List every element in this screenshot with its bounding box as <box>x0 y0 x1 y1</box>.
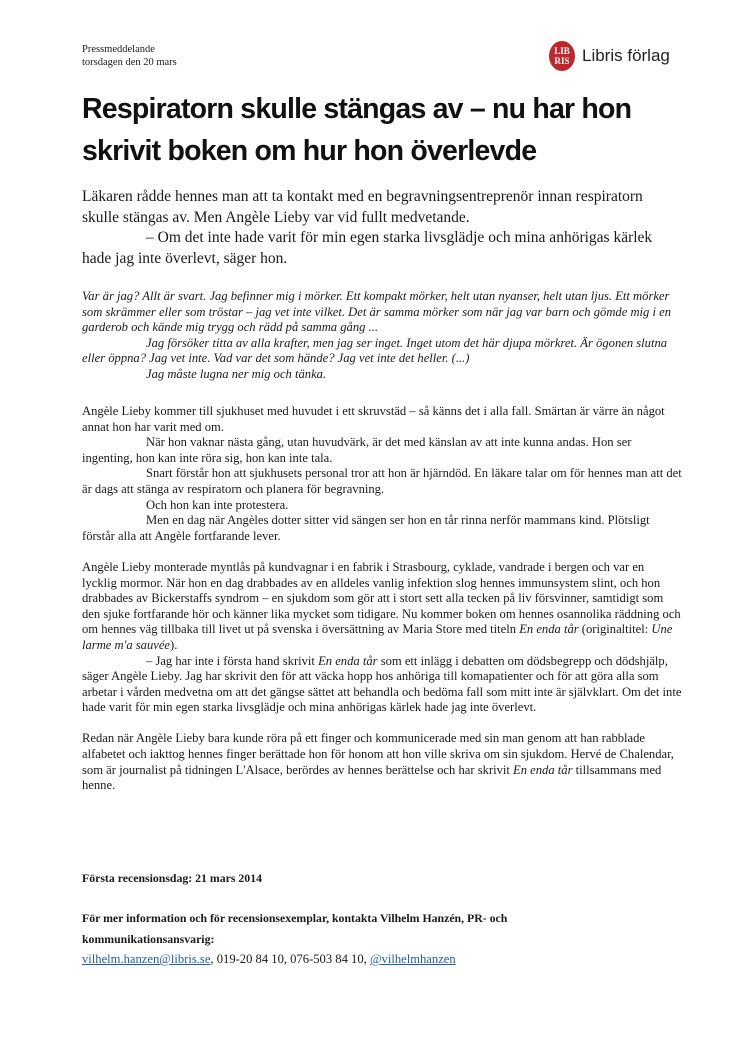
text-span: som ett inlägg i debatten om dödsbegrepp och dödshjälp, säger Angèle Lieby. Jag har skrivit den för att väcka hopp hos anhöriga till komapatienter och för att göra alla som arbetar i vården medvetna om att det gängse sättet att behandla och bedöma fall som mitt inte är självklart. Om det inte hade varit för min egen starka livsglädje och mina anhörigas kärlek hade jag inte överlevt. <box>82 653 682 715</box>
twitter-handle-link[interactable]: @vilhelmhanzen <box>369 952 456 966</box>
lead-text-1: Läkaren rådde hennes man att ta kontakt med en begravningsentreprenör innan respiratorn skulle stängas av. Men Angèle Lieby var vid fullt medvetande. <box>82 188 643 226</box>
book-title: En enda tår <box>318 653 378 668</box>
press-label: Pressmeddelande <box>82 44 155 55</box>
publisher-name: Libris förlag <box>582 46 670 65</box>
info-line-2: kommunikationsansvarig: <box>82 932 215 946</box>
headline: Respiratorn skulle stängas av – nu har hon skrivit boken om hur hon överlevde <box>82 93 632 167</box>
libris-logo <box>548 40 670 72</box>
info-line-1: För mer information och för recensionsexemplar, kontakta Vilhelm Hanzén, PR- och <box>82 911 508 925</box>
email-link[interactable]: vilhelm.hanzen@libris.se <box>82 952 211 966</box>
press-release-info <box>82 43 177 69</box>
text-span: ). <box>170 637 178 652</box>
body-paragraph: Och hon kan inte protestera. <box>146 497 289 512</box>
text-span: – Jag har inte i första hand skrivit <box>146 653 319 668</box>
book-excerpt <box>82 289 682 383</box>
text-span: Redan när Angèle Lieby bara kunde röra på ett finger och kommunicerade med sin man genom att han rabblade alfabetet och iakttog hennes finger berättade hon för honom att hon ville skriva om sin sjukdom. Hervé de Chalendar, som är journalist på tidningen L'Alsace, berördes av hennes berättelse och har skrivit <box>82 731 674 777</box>
excerpt-2: Jag försöker titta av alla krafter, men jag ser inget. Inget utom det här djupa mörkret. Är ögonen slutna eller öppna? Jag vet inte. Vad var det som hände? Jag vet inte det heller. (...) <box>82 335 668 366</box>
body-paragraph <box>82 654 682 716</box>
lead-paragraph <box>82 187 682 269</box>
body-paragraph: Angèle Lieby kommer till sjukhuset med huvudet i ett skruvstäd – så känns det i alla fall. Smärtan är värre än något annat hon har varit med om. <box>82 404 665 434</box>
review-date: Första recensionsdag: 21 mars 2014 <box>82 871 262 885</box>
excerpt-1: Var är jag? Allt är svart. Jag befinner mig i mörker. Ett kompakt mörker, helt utan nyanser, helt utan ljus. Ett mörker som skrämmer eller som tröstar – jag vet inte vilket. Det är samma mörker som när jag var barn och gömde mig i en garderob och kände mig trygg och rädd på samma gång ... <box>82 289 672 335</box>
text-span: Angèle Lieby monterade myntlås på kundvagnar i en fabrik i Strasbourg, cyklade, vandrade i bergen och var en lycklig mormor. När hon en dag drabbades av en alldeles vanlig infektion slog hennes immunsystem slint, och hon drabbades av Bickerstaffs syndrom – en sjukdom som gör att i stort sett alla tecken på liv försvinner, samtidigt som den sjuke fortfarande hör och känner lika mycket som tidigare. Nu kommer boken om hennes osannolika räddning och om hennes väg tillbaka till livet ut på svenska i översättning av Maria Store med titeln <box>82 559 681 637</box>
svg-text:RIS: RIS <box>554 56 570 66</box>
text-span: tillsammans med henne. <box>82 762 662 793</box>
svg-text:LIB: LIB <box>554 46 570 56</box>
lead-text-2: – Om det inte hade varit för min egen starka livsglädje och mina anhörigas kärlek hade jag inte överlevt, säger hon. <box>82 229 653 267</box>
excerpt-3: Jag måste lugna ner mig och tänka. <box>146 366 327 381</box>
contact-details <box>82 952 456 967</box>
original-title: Une larme m'a sauvée <box>82 622 673 652</box>
book-title: En enda tår <box>519 622 579 637</box>
press-date: torsdagen den 20 mars <box>82 57 177 68</box>
body-paragraph <box>82 731 682 793</box>
phone-numbers: , 019-20 84 10, 076-503 84 10, <box>210 952 370 966</box>
book-title: En enda tår <box>513 762 573 777</box>
body-paragraph <box>82 560 682 654</box>
body-paragraph: Snart förstår hon att sjukhusets personal tror att hon är hjärndöd. En läkare talar om för hennes man att det är dags att stänga av respiratorn och planera för begravning. <box>82 466 682 496</box>
body-text <box>82 404 682 794</box>
libris-seal-icon <box>548 40 576 72</box>
text-span: (originaltitel: <box>578 622 652 637</box>
body-paragraph: Men en dag när Angèles dotter sitter vid sängen ser hon en tår rinna nerför mammans kind. Plötsligt förstår alla att Angèle fortfarande lever. <box>82 513 650 543</box>
body-paragraph: När hon vaknar nästa gång, utan huvudvärk, är det med känslan av att inte kunna andas. Hon ser ingenting, hon kan inte röra sig, hon kan inte tala. <box>82 435 632 465</box>
